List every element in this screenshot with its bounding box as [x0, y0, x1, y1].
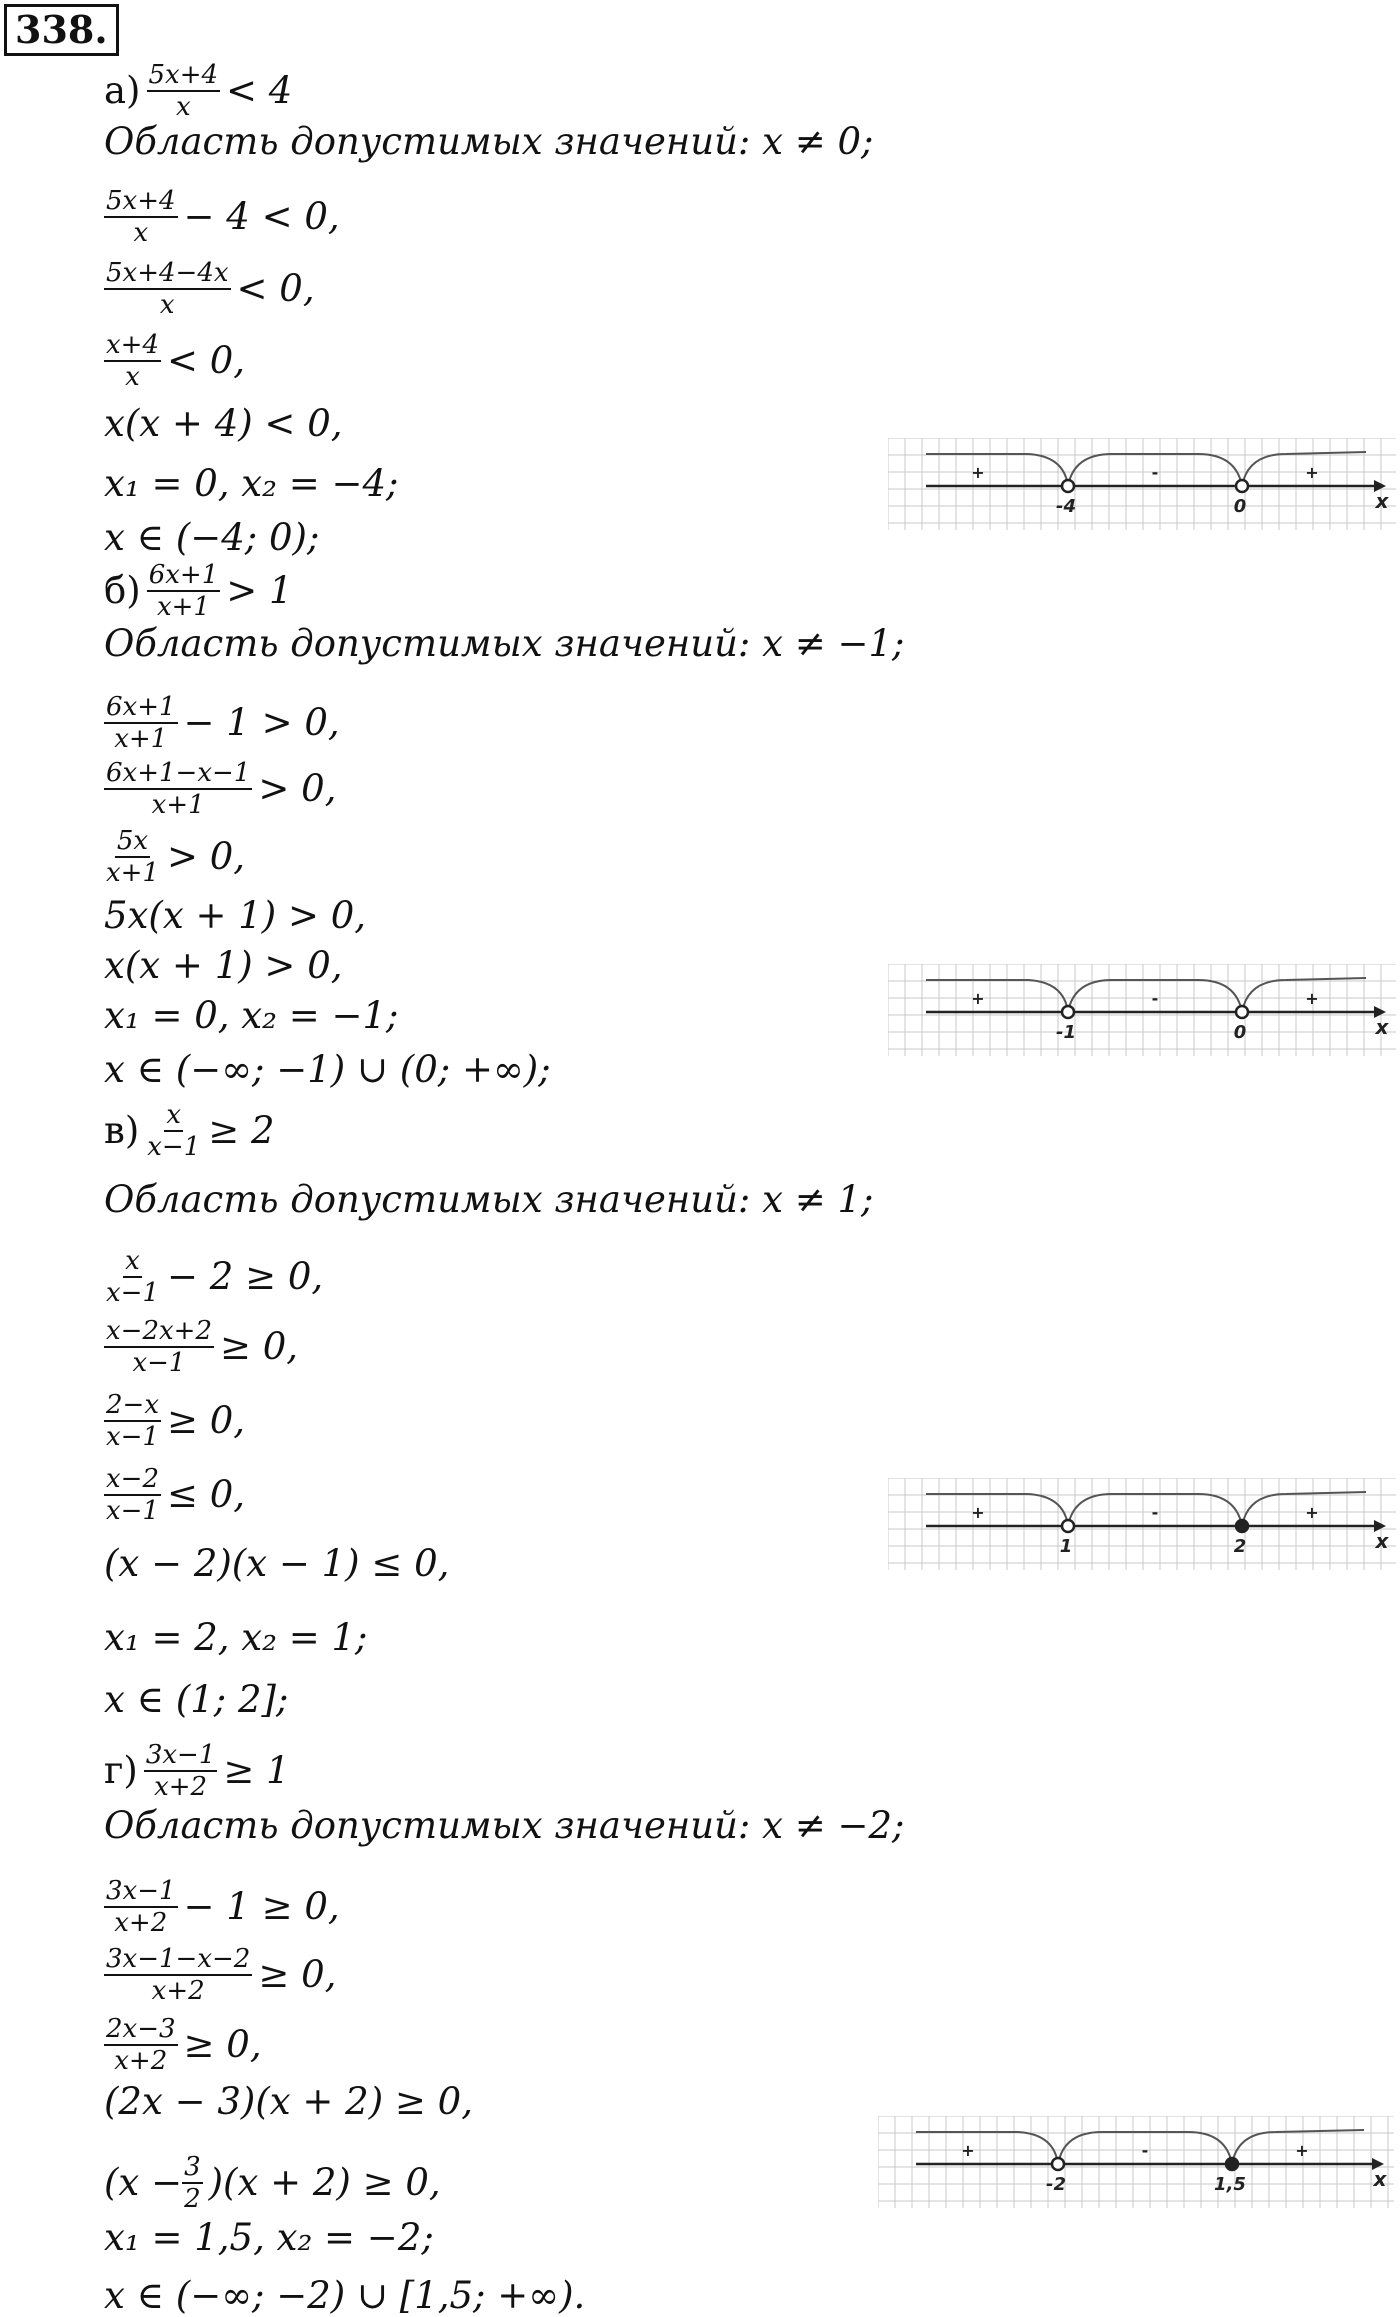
part-label: б) — [104, 569, 141, 612]
solution-line — [104, 1544, 449, 1584]
solution-line — [104, 60, 292, 122]
interval-sign: - — [1141, 2141, 1149, 2160]
solution-line — [104, 1180, 874, 1220]
interval-sign: + — [1305, 989, 1319, 1008]
solution-line — [104, 560, 293, 622]
expression-text: (x − 2)(x − 1) ≤ 0, — [104, 1542, 450, 1585]
expression-rest: − 1 > 0, — [183, 701, 340, 744]
expression-text: x₁ = 1,5, x₂ = −2; — [104, 2216, 434, 2259]
solution-line — [104, 2152, 441, 2214]
fraction — [104, 2014, 178, 2076]
fraction-numerator: 6x+1 — [148, 560, 219, 590]
axis-label: x — [1373, 2167, 1387, 2191]
fraction-numerator: 2−x — [106, 1390, 159, 1420]
expression-text: x₁ = 0, x₂ = −1; — [104, 994, 399, 1037]
fraction-numerator: x — [166, 1100, 182, 1130]
fraction-denominator: x+2 — [151, 1976, 205, 2006]
expression-rest: ≥ 1 — [223, 1749, 290, 1792]
fraction — [104, 1464, 161, 1526]
sign-arc — [916, 2132, 1058, 2164]
expression-text: Область допустимых значений: x ≠ −2; — [104, 1804, 905, 1847]
solution-line — [104, 1740, 290, 1802]
open-point — [1062, 1520, 1074, 1532]
fraction-numerator: 3x−1 — [106, 1876, 176, 1906]
point-label: 0 — [1233, 496, 1247, 517]
solution-line — [104, 330, 245, 392]
sign-arc — [926, 454, 1068, 486]
fraction-denominator: x−1 — [106, 1422, 159, 1452]
expression-rest: ≥ 0, — [183, 2023, 262, 2066]
interval-sign: + — [971, 1503, 985, 1522]
fraction-numerator: 5x+4−4x — [106, 258, 229, 288]
open-point — [1062, 1006, 1074, 1018]
fraction — [104, 1944, 252, 2006]
fraction-denominator: x+2 — [114, 2046, 168, 2076]
expression-rest: ≥ 2 — [208, 1109, 275, 1152]
part-label: в) — [104, 1109, 140, 1152]
solution-line — [104, 1618, 368, 1658]
solution-line — [104, 518, 319, 558]
fraction-numerator: x — [125, 1246, 140, 1276]
fraction — [104, 258, 231, 320]
interval-sign: - — [1151, 989, 1159, 1008]
expression-rest: )(x + 2) ≥ 0, — [208, 2161, 441, 2204]
open-point — [1062, 480, 1074, 492]
solution-line — [104, 996, 399, 1036]
solution-line — [104, 692, 340, 754]
fraction-numerator: 5x+4 — [148, 60, 219, 90]
expression-rest: ≤ 0, — [167, 1473, 246, 1516]
expression-text: x ∈ (−4; 0); — [104, 516, 320, 559]
fraction-numerator: 6x+1 — [106, 692, 176, 722]
point-label: 2 — [1233, 1536, 1247, 1557]
fraction-numerator: 5x+4 — [106, 186, 176, 216]
point-label: 0 — [1233, 1022, 1247, 1043]
fraction — [182, 2152, 203, 2214]
fraction-numerator: x−2x+2 — [106, 1316, 212, 1346]
axis-label: x — [1375, 489, 1389, 513]
filled-point — [1226, 2158, 1238, 2170]
expression-text: x ∈ (−∞; −2) ∪ [1,5; +∞). — [104, 2274, 586, 2317]
expression-rest: < 4 — [226, 69, 293, 112]
expression-text: x₁ = 0, x₂ = −4; — [104, 462, 399, 505]
solution-line — [104, 1246, 323, 1308]
interval-sign: - — [1151, 463, 1159, 482]
solution-line — [104, 2014, 262, 2076]
expression-text: 5x(x + 1) > 0, — [104, 894, 367, 937]
interval-sign: + — [971, 989, 985, 1008]
fraction-denominator: x+2 — [114, 1908, 168, 1938]
fraction-numerator: x+4 — [106, 330, 159, 360]
expression-text: x(x + 4) < 0, — [104, 402, 343, 445]
fraction — [104, 826, 161, 888]
fraction-denominator: x+1 — [151, 790, 205, 820]
fraction-denominator: x−1 — [132, 1348, 186, 1378]
expression-prefix: (x − — [104, 2161, 183, 2204]
fraction-numerator: x−2 — [106, 1464, 159, 1494]
fraction-numerator: 3x−1−x−2 — [106, 1944, 251, 1974]
open-point — [1236, 1006, 1248, 1018]
solution-line — [104, 464, 399, 504]
expression-rest: ≥ 0, — [258, 1953, 337, 1996]
interval-sign: + — [961, 2141, 975, 2160]
fraction-denominator: x−1 — [106, 1278, 159, 1308]
fraction-numerator: 2x−3 — [106, 2014, 176, 2044]
interval-sign: + — [1305, 1503, 1319, 1522]
axis-label: x — [1375, 1015, 1389, 1039]
filled-point — [1236, 1520, 1248, 1532]
fraction — [147, 560, 221, 622]
expression-text: x₁ = 2, x₂ = 1; — [104, 1616, 368, 1659]
fraction — [104, 1316, 214, 1378]
point-label: -4 — [1056, 496, 1076, 517]
fraction — [104, 1390, 161, 1452]
solution-line — [104, 1944, 336, 2006]
interval-sign: + — [971, 463, 985, 482]
fraction — [145, 1100, 202, 1162]
fraction — [144, 1740, 218, 1802]
interval-sign: + — [1305, 463, 1319, 482]
point-label: -1 — [1056, 1022, 1076, 1043]
fraction — [104, 330, 161, 392]
solution-line — [104, 2082, 473, 2122]
solution-line — [104, 624, 905, 664]
solution-line — [104, 758, 336, 820]
expression-text: Область допустимых значений: x ≠ −1; — [104, 622, 905, 665]
point-label: 1,5 — [1214, 2174, 1246, 2195]
number-line-diagram — [888, 964, 1396, 1056]
expression-rest: − 4 < 0, — [183, 195, 340, 238]
fraction — [104, 1246, 161, 1308]
solution-line — [104, 1050, 551, 1090]
expression-text: (2x − 3)(x + 2) ≥ 0, — [104, 2080, 473, 2123]
expression-text: x(x + 1) > 0, — [104, 944, 343, 987]
expression-text: x ∈ (1; 2]; — [104, 1678, 289, 1721]
solution-line — [104, 258, 315, 320]
fraction-denominator: x+1 — [106, 858, 159, 888]
expression-rest: < 0, — [167, 339, 246, 382]
open-point — [1052, 2158, 1064, 2170]
point-label: 1 — [1059, 1536, 1073, 1557]
solution-line — [104, 2218, 434, 2258]
axis-label: x — [1375, 1529, 1389, 1553]
fraction-numerator: 3x−1 — [145, 1740, 216, 1770]
problem-number: 338. — [4, 4, 119, 56]
fraction-denominator: x — [125, 362, 140, 392]
fraction — [147, 60, 221, 122]
fraction — [104, 186, 178, 248]
fraction — [104, 1876, 178, 1938]
sign-arc — [926, 980, 1068, 1012]
fraction — [104, 692, 178, 754]
solution-line — [104, 404, 343, 444]
part-label: г) — [104, 1749, 138, 1792]
expression-rest: ≥ 0, — [219, 1325, 299, 1368]
expression-text: Область допустимых значений: x ≠ 1; — [104, 1178, 874, 1221]
expression-text: Область допустимых значений: x ≠ 0; — [104, 120, 874, 163]
solution-line — [104, 896, 366, 936]
expression-rest: < 0, — [236, 267, 315, 310]
expression-rest: > 0, — [167, 835, 246, 878]
open-point — [1236, 480, 1248, 492]
solution-line — [104, 1390, 245, 1452]
expression-rest: − 2 ≥ 0, — [167, 1255, 324, 1298]
solution-line — [104, 2276, 585, 2316]
solution-line — [104, 1100, 275, 1162]
part-label: а) — [104, 69, 141, 112]
solution-line — [104, 1316, 298, 1378]
expression-rest: > 0, — [258, 767, 337, 810]
fraction-denominator: x — [159, 290, 175, 320]
fraction-denominator: x — [175, 92, 191, 122]
number-line-diagram — [888, 1478, 1396, 1570]
number-line-diagram — [888, 438, 1396, 530]
solution-line — [104, 946, 343, 986]
fraction-denominator: x−1 — [147, 1132, 201, 1162]
solution-line — [104, 1806, 905, 1846]
expression-rest: − 1 ≥ 0, — [183, 1885, 340, 1928]
fraction-denominator: x+1 — [114, 724, 168, 754]
fraction-denominator: x−1 — [106, 1496, 159, 1526]
solution-line — [104, 826, 245, 888]
solution-line — [104, 122, 874, 162]
fraction-denominator: x — [133, 218, 149, 248]
fraction-denominator: x+1 — [156, 592, 210, 622]
fraction-numerator: 6x+1−x−1 — [106, 758, 251, 788]
interval-sign: + — [1295, 2141, 1309, 2160]
fraction-numerator: 3 — [184, 2152, 201, 2182]
expression-text: x ∈ (−∞; −1) ∪ (0; +∞); — [104, 1048, 551, 1091]
fraction-denominator: x+2 — [154, 1772, 208, 1802]
expression-rest: > 1 — [226, 569, 293, 612]
number-line-diagram — [878, 2116, 1394, 2208]
solution-line — [104, 1876, 340, 1938]
fraction-denominator: 2 — [184, 2184, 201, 2214]
sign-arc — [926, 1494, 1068, 1526]
interval-sign: - — [1151, 1503, 1159, 1522]
fraction-numerator: 5x — [116, 826, 149, 856]
fraction — [104, 758, 252, 820]
solution-line — [104, 1464, 245, 1526]
expression-rest: ≥ 0, — [167, 1399, 246, 1442]
point-label: -2 — [1046, 2174, 1066, 2195]
solution-line — [104, 1680, 288, 1720]
solution-line — [104, 186, 340, 248]
